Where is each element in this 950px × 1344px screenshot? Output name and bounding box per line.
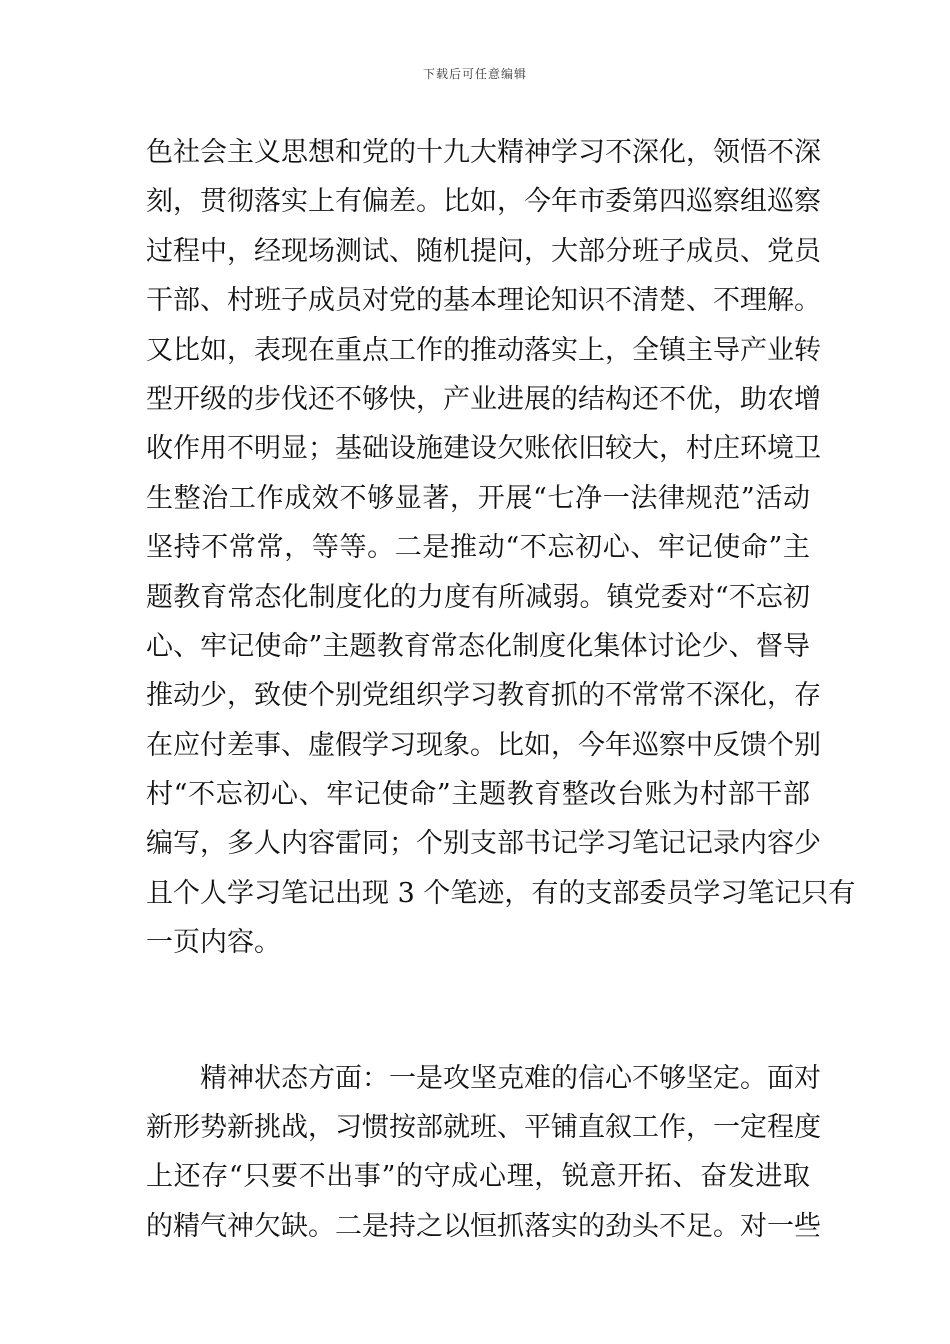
paragraph-line: 生整治工作成效不够显著，开展“七净一法律规范”活动: [146, 482, 810, 514]
paragraph-line: 编写，多人内容雷同；个别支部书记学习笔记记录内容少: [146, 828, 821, 860]
paragraph-line: 题教育常态化制度化的力度有所减弱。镇党委对“不忘初: [146, 581, 810, 613]
paragraph-line: 坚持不常常，等等。二是推动“不忘初心、牢记使命”主: [146, 532, 810, 564]
paragraph-line: 在应付差事、虚假学习现象。比如，今年巡察中反馈个别: [146, 729, 821, 761]
paragraph-line: 上还存“只要不出事”的守成心理，锐意开拓、奋发进取: [146, 1161, 810, 1193]
paragraph-line: 干部、村班子成员对党的基本理论知识不清楚、不理解。: [146, 285, 821, 317]
paragraph-1: [146, 128, 856, 968]
paragraph-line: 的精气神欠缺。二是持之以恒抓落实的劲头不足。对一些: [146, 1210, 821, 1242]
paragraph-line: 精神状态方面：一是攻坚克难的信心不够坚定。面对: [200, 1062, 821, 1094]
paragraph-line: 又比如，表现在重点工作的推动落实上，全镇主导产业转: [146, 334, 821, 366]
paragraph-2: [146, 1054, 821, 1252]
paragraph-line: 色社会主义思想和党的十九大精神学习不深化，领悟不深: [146, 137, 821, 168]
paragraph-line: 且个人学习笔记出现 3 个笔迹，有的支部委员学习笔记只有: [146, 877, 856, 909]
page-header-note: 下载后可任意编辑: [422, 67, 527, 81]
paragraph-line: 型开级的步伐还不够快，产业进展的结构还不优，助农增: [146, 383, 821, 415]
paragraph-line: 村“不忘初心、牢记使命”主题教育整改台账为村部干部: [146, 779, 810, 811]
paragraph-line: 心、牢记使命”主题教育常态化制度化集体讨论少、督导: [146, 630, 810, 662]
paragraph-spacer: [146, 968, 810, 1054]
paragraph-line: 一页内容。: [146, 927, 281, 959]
paragraph-line: 新形势新挑战，习惯按部就班、平铺直叙工作，一定程度: [146, 1112, 821, 1144]
paragraph-line: 刻，贯彻落实上有偏差。比如，今年市委第四巡察组巡察: [146, 186, 821, 218]
paragraph-line: 过程中，经现场测试、随机提问，大部分班子成员、党员: [146, 235, 821, 267]
document-body: [146, 128, 856, 1251]
paragraph-line: 收作用不明显；基础设施建设欠账依旧较大，村庄环境卫: [146, 433, 821, 465]
paragraph-line: 推动少，致使个别党组织学习教育抓的不常常不深化，存: [146, 680, 821, 712]
